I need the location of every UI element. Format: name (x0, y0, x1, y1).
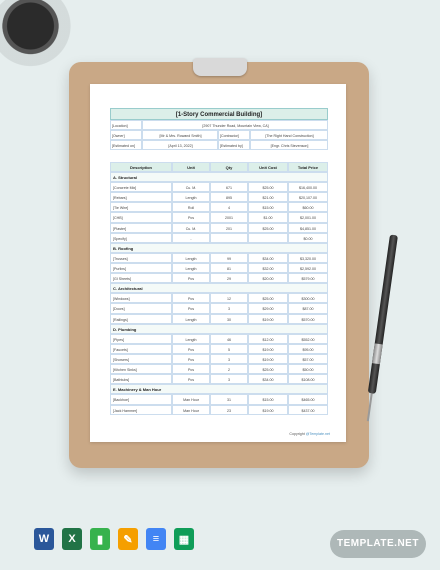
table-cell: [Trusses] (110, 253, 172, 263)
table-cell: 99 (210, 253, 248, 263)
pages-icon[interactable]: ✎ (118, 528, 138, 550)
table-cell: $1.00 (248, 212, 288, 222)
table-row (110, 364, 328, 374)
table-cell: $579.00 (288, 273, 328, 283)
table-cell: $2,001.00 (288, 212, 328, 222)
table-row (110, 273, 328, 283)
table-cell: 46 (210, 334, 248, 344)
table-cell: $570.00 (288, 314, 328, 324)
table-cell: 30 (210, 314, 248, 324)
table-cell: 23 (210, 405, 248, 415)
table-row (110, 314, 328, 324)
table-cell: Length (172, 192, 210, 202)
table-cell: 895 (210, 192, 248, 202)
table-cell: [Purlins] (110, 263, 172, 273)
table-cell: 5 (210, 344, 248, 354)
table-cell: $25.00 (248, 182, 288, 192)
table-cell: $300.00 (288, 293, 328, 303)
table-row (110, 334, 328, 344)
plant-pot-decoration (0, 0, 80, 70)
table-cell: $16,400.00 (288, 182, 328, 192)
table-row (110, 263, 328, 273)
table-cell: $25.00 (248, 223, 288, 233)
table-cell: $19.00 (248, 354, 288, 364)
table-cell: $552.00 (288, 334, 328, 344)
info-label: [Estimated on] (110, 140, 142, 150)
table-row (110, 405, 328, 415)
table-cell: $50.00 (288, 364, 328, 374)
table-cell: $4,851.00 (288, 223, 328, 233)
table-cell: $2,592.00 (288, 263, 328, 273)
table-cell: $12.00 (248, 334, 288, 344)
table-cell: 3 (210, 374, 248, 384)
table-cell: Pcs (172, 303, 210, 313)
cost-table (110, 162, 328, 415)
table-cell: Length (172, 253, 210, 263)
table-cell: Length (172, 263, 210, 273)
info-label: [Location] (110, 120, 142, 130)
table-cell: $32.00 (248, 263, 288, 273)
column-header: Unit Cost (248, 162, 288, 172)
table-cell: Cu. M. (172, 223, 210, 233)
table-cell: 31 (210, 394, 248, 404)
section-heading: B. Roofing (110, 243, 328, 253)
table-cell: [Bathtubs] (110, 374, 172, 384)
table-cell: $57.00 (288, 354, 328, 364)
info-row (110, 130, 328, 140)
word-icon[interactable]: W (34, 528, 54, 550)
table-cell: 29 (210, 273, 248, 283)
column-header: Description (110, 162, 172, 172)
info-value: [The Right Hand Construction] (250, 130, 328, 140)
table-cell: $60.00 (288, 202, 328, 212)
info-value: [Engr. Chris Stevenson] (250, 140, 328, 150)
numbers-icon[interactable]: ▮ (90, 528, 110, 550)
table-cell: [Doors] (110, 303, 172, 313)
table-row (110, 212, 328, 222)
table-cell: Pcs (172, 364, 210, 374)
column-header: Qty (210, 162, 248, 172)
table-cell (210, 233, 248, 243)
table-cell: Pcs (172, 374, 210, 384)
table-cell: [Pipes] (110, 334, 172, 344)
table-cell: $19.00 (248, 405, 288, 415)
table-cell: [Kitchen Sinks] (110, 364, 172, 374)
google-docs-icon[interactable]: ≡ (146, 528, 166, 550)
table-cell: $95.00 (288, 344, 328, 354)
table-cell: Man Hour (172, 394, 210, 404)
table-row (110, 192, 328, 202)
table-cell: [Backhoe] (110, 394, 172, 404)
table-cell: 12 (210, 293, 248, 303)
table-cell: $25.00 (248, 364, 288, 374)
table-cell: $19.00 (248, 314, 288, 324)
copyright-label: Copyright (289, 432, 305, 436)
table-cell: Pcs (172, 273, 210, 283)
table-cell: - (172, 233, 210, 243)
table-cell: $87.00 (288, 303, 328, 313)
project-info (110, 120, 328, 150)
table-cell: [Plaster] (110, 223, 172, 233)
table-body (110, 172, 328, 415)
estimate-sheet (90, 84, 346, 442)
table-cell: Pcs (172, 293, 210, 303)
table-row (110, 223, 328, 233)
table-cell: 3 (210, 303, 248, 313)
table-cell: $21.00 (248, 192, 288, 202)
table-cell: Pcs (172, 344, 210, 354)
table-cell: $29.00 (248, 303, 288, 313)
table-cell: 671 (210, 182, 248, 192)
brand-badge: TEMPLATE.NET (330, 530, 426, 558)
table-cell: 4 (210, 202, 248, 212)
copyright-link[interactable]: @Template.net (305, 432, 330, 436)
table-row (110, 233, 328, 243)
table-cell: $108.00 (288, 374, 328, 384)
table-header (110, 162, 328, 172)
table-row (110, 394, 328, 404)
section-heading: E. Machinery & Man Hour (110, 384, 328, 394)
table-cell: Man Hour (172, 405, 210, 415)
document-title: [1-Story Commercial Building] (110, 108, 328, 120)
table-cell: [Railings] (110, 314, 172, 324)
table-cell: [Tie Wire] (110, 202, 172, 212)
table-cell: 201 (210, 223, 248, 233)
table-cell: Pcs (172, 354, 210, 364)
table-cell: $465.00 (288, 394, 328, 404)
table-cell: $15.00 (248, 202, 288, 212)
table-cell: $0.00 (288, 233, 328, 243)
table-row (110, 253, 328, 263)
table-row (110, 344, 328, 354)
excel-icon[interactable]: X (62, 528, 82, 550)
table-cell: [Jack Hammer] (110, 405, 172, 415)
table-cell: 3 (210, 354, 248, 364)
table-cell: $15.00 (248, 394, 288, 404)
table-cell: Roll (172, 202, 210, 212)
table-cell: $34.00 (248, 253, 288, 263)
table-cell: [Faucets] (110, 344, 172, 354)
info-label: [Owner] (110, 130, 142, 140)
google-sheets-icon[interactable]: ▦ (174, 528, 194, 550)
table-row (110, 303, 328, 313)
column-header: Total Price (288, 162, 328, 172)
app-icons (34, 528, 194, 550)
table-cell: $437.00 (288, 405, 328, 415)
table-cell: 81 (210, 263, 248, 273)
table-cell: [Showers] (110, 354, 172, 364)
table-cell: [CHB] (110, 212, 172, 222)
table-cell: [Windows] (110, 293, 172, 303)
table-cell: [Rebars] (110, 192, 172, 202)
table-cell: $19.00 (248, 344, 288, 354)
section-heading: A. Structural (110, 172, 328, 182)
table-cell: [GI Sheets] (110, 273, 172, 283)
table-cell: Cu. M. (172, 182, 210, 192)
info-row (110, 140, 328, 150)
table-cell: [Concrete Mix] (110, 182, 172, 192)
section-heading: C. Architectural (110, 283, 328, 293)
info-label: [Contractor] (218, 130, 250, 140)
info-row (110, 120, 328, 130)
table-cell: $3,320.00 (288, 253, 328, 263)
table-cell: Pcs (172, 212, 210, 222)
table-cell: $25.00 (248, 293, 288, 303)
table-cell: [Specify] (110, 233, 172, 243)
column-header: Unit (172, 162, 210, 172)
table-row (110, 293, 328, 303)
table-cell: Length (172, 334, 210, 344)
table-cell: Length (172, 314, 210, 324)
table-cell: $34.00 (248, 374, 288, 384)
table-cell: 2001 (210, 212, 248, 222)
copyright-note (289, 432, 330, 436)
table-row (110, 202, 328, 212)
info-value: [Mr & Mrs. Rowand Smith] (142, 130, 218, 140)
table-cell: $20,107.00 (288, 192, 328, 202)
info-label: [Estimated by] (218, 140, 250, 150)
table-cell (248, 233, 288, 243)
table-row (110, 182, 328, 192)
info-value: [April 13, 2022] (142, 140, 218, 150)
section-heading: D. Plumbing (110, 324, 328, 334)
clipboard-clip (193, 58, 247, 76)
table-cell: $20.00 (248, 273, 288, 283)
table-row (110, 354, 328, 364)
table-cell: 2 (210, 364, 248, 374)
table-row (110, 374, 328, 384)
info-value: [2907 Thunder Road, Mountain View, CA] (142, 120, 328, 130)
